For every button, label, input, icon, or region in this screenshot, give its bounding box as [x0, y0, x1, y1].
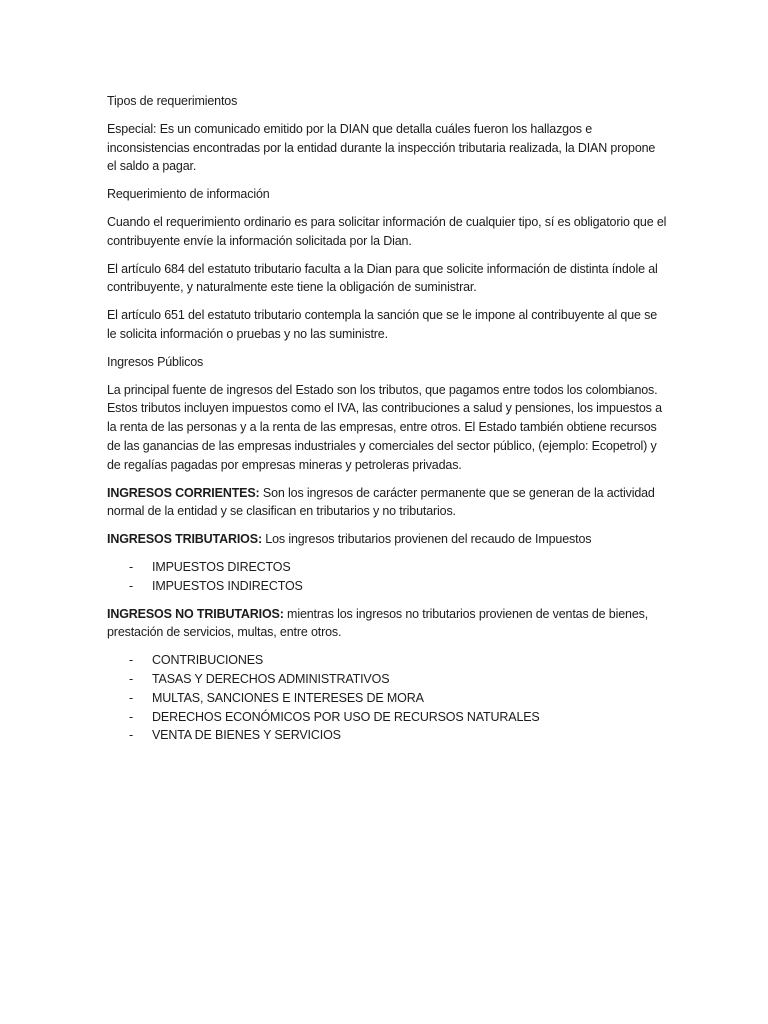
label-ingresos-tributarios: INGRESOS TRIBUTARIOS: — [107, 532, 262, 547]
list-item — [107, 726, 667, 745]
text-ingresos-tributarios: Los ingresos tributarios provienen del recaudo de Impuestos — [261, 532, 592, 547]
dash-bullet: - — [129, 728, 134, 743]
list-item — [107, 577, 667, 596]
document-page — [107, 92, 667, 754]
paragraph-ingresos-tributarios — [107, 530, 667, 549]
dash-bullet: - — [129, 671, 134, 686]
heading-ingresos-publicos: Ingresos Públicos — [107, 354, 204, 369]
paragraph-info-2: El artículo 684 del estatuto tributario faculta a la Dian para que solicite información de distinta índole al contribuyente, y naturalmente este tiene la obligación de suministrar. — [107, 261, 658, 295]
paragraph-info-1: Cuando el requerimiento ordinario es para solicitar información de cualquier tipo, sí es obligatorio que el contribuyente envíe la información solicitada por la Dian. — [107, 214, 667, 248]
list-item — [107, 651, 667, 670]
list-item — [107, 670, 667, 689]
list-item-text: TASAS Y DERECHOS ADMINISTRATIVOS — [152, 671, 390, 686]
paragraph-especial — [107, 120, 667, 176]
list-item-text: CONTRIBUCIONES — [152, 653, 264, 668]
paragraph-info-3: El artículo 651 del estatuto tributario contempla la sanción que se le impone al contribuyente al que se le solicita información o pruebas y no las suministre. — [107, 308, 658, 341]
list-ingresos-tributarios — [107, 558, 667, 596]
text-ingresos-corrientes: Son los ingresos de carácter permanente que se generan de la actividad normal de la entidad y se clasifican en tributarios y no tributarios. — [107, 485, 655, 519]
list-item-text: IMPUESTOS DIRECTOS — [152, 559, 291, 574]
label-ingresos-corrientes: INGRESOS CORRIENTES: — [107, 485, 260, 500]
list-ingresos-no-tributarios — [107, 651, 667, 745]
dash-bullet: - — [129, 690, 134, 705]
paragraph-ingresos-corrientes — [107, 484, 667, 522]
text-especial: Es un comunicado emitido por la DIAN que detalla cuáles fueron los hallazgos e inconsistencias encontradas por la entidad durante la inspección tributaria realizada, la DIAN propone el saldo a pagar. — [107, 121, 656, 174]
dash-bullet: - — [129, 709, 134, 724]
heading-tipos-requerimientos: Tipos de requerimientos — [107, 94, 238, 108]
dash-bullet: - — [129, 578, 134, 593]
label-especial: Especial: — [107, 121, 157, 136]
heading-requerimiento-informacion: Requerimiento de información — [107, 187, 270, 202]
dash-bullet: - — [129, 559, 134, 574]
list-item-text: MULTAS, SANCIONES E INTERESES DE MORA — [152, 690, 424, 705]
list-item — [107, 689, 667, 708]
paragraph-ingresos-no-tributarios — [107, 605, 667, 643]
list-item-text: IMPUESTOS INDIRECTOS — [152, 578, 303, 593]
dash-bullet: - — [129, 653, 134, 668]
list-item-text: VENTA DE BIENES Y SERVICIOS — [152, 728, 341, 743]
text-ingresos-no-tributarios: mientras los ingresos no tributarios provienen de ventas de bienes, prestación de servicios, multas, entre otros. — [107, 606, 649, 640]
label-ingresos-no-tributarios: INGRESOS NO TRIBUTARIOS: — [107, 606, 284, 621]
list-item-text: DERECHOS ECONÓMICOS POR USO DE RECURSOS NATURALES — [152, 709, 540, 724]
list-item — [107, 708, 667, 727]
paragraph-ingresos-publicos: La principal fuente de ingresos del Estado son los tributos, que pagamos entre todos los colombianos. Estos tributos incluyen impuestos como el IVA, las contribuciones a salud y pensiones, los impuestos a la renta de las personas y a la renta de las empresas, entre otros. El Estado también obtiene recursos de las ganancias de las empresas industriales y comerciales del sector público, (ejemplo: Ecopetrol) y de regalías pagadas por empresas mineras y petroleras privadas. — [107, 382, 662, 472]
list-item — [107, 558, 667, 577]
